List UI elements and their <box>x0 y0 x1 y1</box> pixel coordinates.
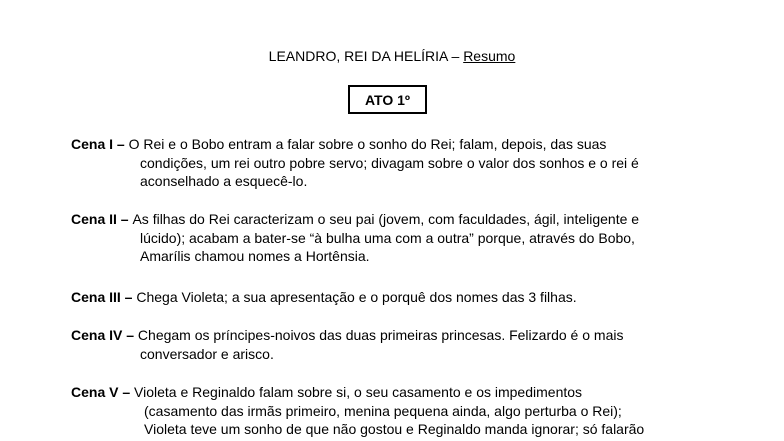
scene-paragraph-1 <box>71 135 731 191</box>
scene-text: lúcido); acabam a bater-se “à bulha uma com a outra” porque, através do Bobo, <box>140 229 635 246</box>
scene-label: Cena V – <box>71 384 135 400</box>
act-heading-box <box>348 85 427 114</box>
scene-label: Cena II – <box>71 211 133 227</box>
scene-paragraph-4 <box>71 326 731 363</box>
scene-text: (casamento das irmãs primeiro, menina pequena ainda, algo perturba o Rei); <box>144 402 622 419</box>
scene-text: O Rei e o Bobo entram a falar sobre o sonho do Rei; falam, depois, das suas <box>128 136 607 152</box>
scene-paragraph-3 <box>71 288 731 307</box>
scene-paragraph-5 <box>71 383 731 439</box>
scene-paragraph-2 <box>71 210 731 266</box>
document-title <box>0 48 784 65</box>
scene-first-line <box>71 135 731 154</box>
scene-text: Violeta teve um sonho de que não gostou e Reginaldo manda ignorar; só falarão <box>144 421 645 437</box>
title-suffix-text: Resumo <box>463 48 516 64</box>
scene-first-line <box>71 326 731 345</box>
title-main-text: LEANDRO, REI DA HELÍRIA – <box>268 48 464 64</box>
scene-text: As filhas do Rei caracterizam o seu pai (jovem, com faculdades, ágil, inteligente e <box>132 211 640 227</box>
act-heading-label: ATO 1º <box>364 91 411 108</box>
scene-text: Violeta e Reginaldo falam sobre si, o seu casamento e os impedimentos <box>134 384 583 400</box>
scene-text: Chega Violeta; a sua apresentação e o porquê dos nomes das 3 filhas. <box>136 289 577 305</box>
scene-text: Amarílis chamou nomes a Hortênsia. <box>140 248 370 264</box>
scene-first-line <box>71 383 731 402</box>
scene-label: Cena IV – <box>71 327 138 343</box>
scene-first-line <box>71 210 731 229</box>
scene-text: Chegam os príncipes-noivos das duas primeiras princesas. Felizardo é o mais <box>137 327 624 343</box>
scene-label: Cena III – <box>71 289 137 305</box>
scene-text: aconselhado a esquecê-lo. <box>140 173 308 189</box>
scene-first-line <box>71 288 731 307</box>
scene-text: condições, um rei outro pobre servo; divagam sobre o valor dos sonhos e o rei é <box>140 154 639 171</box>
scene-text: conversador e arisco. <box>140 345 274 362</box>
scene-label: Cena I – <box>71 136 129 152</box>
